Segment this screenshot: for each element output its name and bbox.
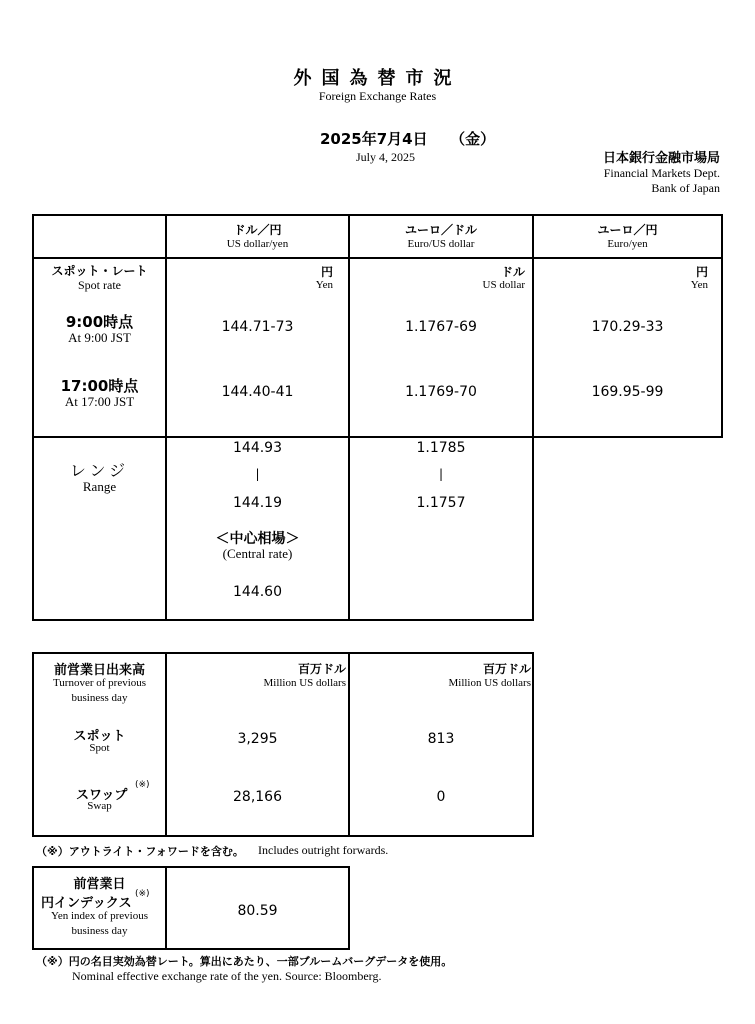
- turnover-footnote-en: Includes outright forwards.: [258, 843, 389, 857]
- yen-index-note-mark: (※): [135, 889, 150, 899]
- page-title: 外国為替市況: [293, 68, 462, 89]
- row-label-1700-en: At 17:00 JST: [64, 394, 135, 409]
- row-label-0900-en: At 9:00 JST: [68, 330, 131, 345]
- spot-turnover-label-en: Spot: [89, 742, 110, 754]
- date-en: July 4, 2025: [356, 150, 416, 164]
- turnover-unit-usdjpy-en: Million US dollars: [263, 677, 346, 689]
- swap-turnover-eurusd: 0: [436, 789, 446, 805]
- unit-eurjpy-en: Yen: [690, 279, 708, 291]
- range-label: レンジ: [69, 461, 130, 480]
- usdjpy-0900: 144.71-73: [221, 319, 294, 335]
- rates-table-bottom-border: [32, 619, 534, 621]
- swap-note-mark: (※): [135, 780, 150, 790]
- eurusd-range-low: 1.1757: [416, 495, 466, 511]
- usdjpy-range-low: 144.19: [233, 495, 282, 511]
- spot-turnover-eurusd: 813: [427, 731, 455, 747]
- range-label-en: Range: [82, 479, 117, 494]
- eurusd-1700: 1.1769-70: [405, 384, 477, 400]
- rates-table-header-line: [32, 257, 723, 259]
- row-label-1700: 17:00時点: [60, 377, 139, 395]
- central-rate-value: 144.60: [233, 584, 282, 600]
- page-subtitle: Foreign Exchange Rates: [318, 89, 437, 103]
- turnover-unit-usdjpy: 百万ドル: [297, 662, 346, 676]
- spot-rate-label: スポット・レート: [51, 264, 148, 278]
- turnover-unit-eurusd: 百万ドル: [482, 662, 531, 676]
- swap-turnover-label-en: Swap: [87, 800, 112, 812]
- department-jp: 日本銀行金融市場局: [602, 151, 720, 166]
- yen-index-footnote: （※）円の名目実効為替レート。算出にあたり、一部ブルームバーグデータを使用。: [36, 955, 453, 968]
- turnover-label: 前営業日出来高: [53, 663, 145, 678]
- swap-turnover-label: スワップ: [76, 788, 128, 803]
- turnover-label-en1: Turnover of previous: [52, 677, 147, 689]
- turnover-label-en2: business day: [71, 692, 128, 704]
- turnover-unit-eurusd-en: Million US dollars: [448, 677, 531, 689]
- date-jp: 2025年7月4日 （金）: [320, 130, 496, 148]
- eurjpy-0900: 170.29-33: [591, 319, 664, 335]
- col-header-eurjpy: ユーロ／円: [597, 223, 658, 237]
- turnover-footnote: （※）アウトライト・フォワードを含む。: [36, 845, 244, 858]
- unit-eurjpy: 円: [695, 265, 708, 279]
- yen-index-label-2: 円インデックス: [41, 896, 132, 911]
- col-header-eurjpy-en: Euro/yen: [607, 238, 648, 250]
- row-label-0900: 9:00時点: [65, 313, 134, 331]
- central-rate-label: ＜中心相場＞: [215, 531, 300, 547]
- yen-index-value: 80.59: [237, 903, 278, 919]
- unit-usdjpy-en: Yen: [315, 279, 333, 291]
- col-header-eurusd: ユーロ／ドル: [404, 223, 477, 237]
- usdjpy-range-high: 144.93: [233, 440, 282, 456]
- organization-en: Bank of Japan: [651, 181, 720, 195]
- usdjpy-range-separator: |: [255, 467, 260, 481]
- eurusd-0900: 1.1767-69: [405, 319, 477, 335]
- eurusd-range-high: 1.1785: [416, 440, 466, 456]
- spot-rate-label-en: Spot rate: [78, 278, 121, 292]
- unit-eurusd-en: US dollar: [482, 279, 525, 291]
- unit-eurusd: ドル: [500, 265, 525, 279]
- spot-turnover-usdjpy: 3,295: [237, 731, 278, 747]
- yen-index-label-en2: business day: [71, 925, 128, 937]
- department-en: Financial Markets Dept.: [603, 166, 720, 180]
- yen-index-label-1: 前営業日: [73, 877, 126, 892]
- col-header-usdjpy-en: US dollar/yen: [226, 238, 289, 250]
- yen-index-footnote-en: Nominal effective exchange rate of the yen. Source: Bloomberg.: [72, 969, 382, 983]
- eurjpy-1700: 169.95-99: [591, 384, 664, 400]
- swap-turnover-usdjpy: 28,166: [233, 789, 282, 805]
- eurusd-range-separator: |: [438, 467, 444, 481]
- spot-turnover-label: スポット: [73, 729, 126, 744]
- col-header-eurusd-en: Euro/US dollar: [407, 238, 475, 250]
- col-header-usdjpy: ドル／円: [233, 223, 282, 237]
- yen-index-label-en1: Yen index of previous: [51, 910, 148, 922]
- usdjpy-1700: 144.40-41: [221, 384, 294, 400]
- central-rate-label-en: (Central rate): [222, 546, 293, 561]
- unit-usdjpy: 円: [320, 265, 333, 279]
